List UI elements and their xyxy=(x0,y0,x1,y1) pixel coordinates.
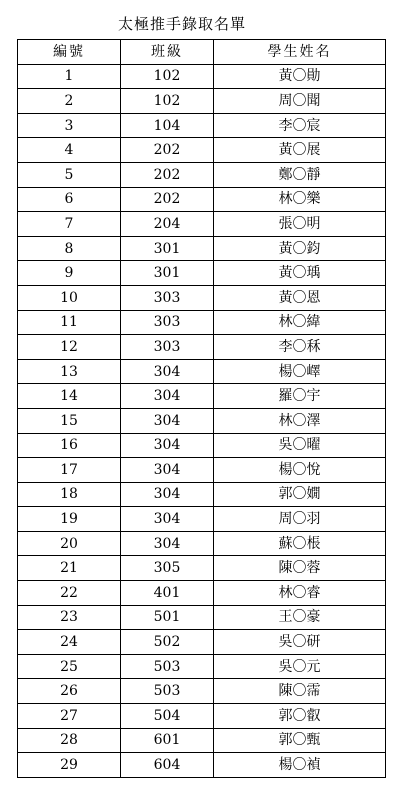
table-row xyxy=(18,433,386,458)
cell-class: 502 xyxy=(121,630,214,655)
cell-class: 301 xyxy=(121,261,214,286)
cell-number: 13 xyxy=(18,359,121,384)
cell-number: 11 xyxy=(18,310,121,335)
cell-class: 304 xyxy=(121,408,214,433)
cell-class: 503 xyxy=(121,654,214,679)
cell-student-name: 郭〇叡 xyxy=(214,704,386,729)
cell-class: 102 xyxy=(121,89,214,114)
cell-class: 305 xyxy=(121,556,214,581)
cell-class: 104 xyxy=(121,113,214,138)
cell-student-name: 陳〇霈 xyxy=(214,679,386,704)
cell-number: 20 xyxy=(18,531,121,556)
cell-number: 22 xyxy=(18,581,121,606)
cell-number: 9 xyxy=(18,261,121,286)
cell-number: 15 xyxy=(18,408,121,433)
cell-class: 102 xyxy=(121,64,214,89)
cell-student-name: 黃〇勛 xyxy=(214,64,386,89)
cell-class: 202 xyxy=(121,138,214,163)
cell-student-name: 蘇〇棖 xyxy=(214,531,386,556)
cell-student-name: 林〇樂 xyxy=(214,187,386,212)
cell-number: 5 xyxy=(18,162,121,187)
table-row xyxy=(18,605,386,630)
table-row xyxy=(18,704,386,729)
table-row xyxy=(18,310,386,335)
cell-student-name: 李〇宸 xyxy=(214,113,386,138)
cell-number: 28 xyxy=(18,728,121,753)
cell-class: 303 xyxy=(121,335,214,360)
table-row xyxy=(18,162,386,187)
cell-class: 204 xyxy=(121,212,214,237)
cell-student-name: 林〇睿 xyxy=(214,581,386,606)
cell-class: 202 xyxy=(121,162,214,187)
cell-number: 16 xyxy=(18,433,121,458)
table-row xyxy=(18,482,386,507)
cell-number: 10 xyxy=(18,285,121,310)
cell-student-name: 楊〇悅 xyxy=(214,458,386,483)
cell-class: 401 xyxy=(121,581,214,606)
table-row xyxy=(18,507,386,532)
cell-student-name: 鄭〇靜 xyxy=(214,162,386,187)
cell-student-name: 黃〇恩 xyxy=(214,285,386,310)
cell-class: 301 xyxy=(121,236,214,261)
cell-class: 304 xyxy=(121,359,214,384)
cell-student-name: 楊〇嶧 xyxy=(214,359,386,384)
table-row xyxy=(18,654,386,679)
cell-student-name: 黃〇展 xyxy=(214,138,386,163)
cell-number: 3 xyxy=(18,113,121,138)
cell-class: 304 xyxy=(121,507,214,532)
table-row xyxy=(18,187,386,212)
table-row xyxy=(18,89,386,114)
table-row xyxy=(18,113,386,138)
table-row xyxy=(18,581,386,606)
cell-class: 601 xyxy=(121,728,214,753)
cell-class: 503 xyxy=(121,679,214,704)
cell-class: 304 xyxy=(121,433,214,458)
table-row xyxy=(18,64,386,89)
cell-student-name: 郭〇嫺 xyxy=(214,482,386,507)
cell-number: 4 xyxy=(18,138,121,163)
table-row xyxy=(18,556,386,581)
cell-student-name: 林〇緯 xyxy=(214,310,386,335)
table-row xyxy=(18,630,386,655)
cell-number: 21 xyxy=(18,556,121,581)
cell-student-name: 李〇秝 xyxy=(214,335,386,360)
cell-student-name: 黃〇瑀 xyxy=(214,261,386,286)
cell-number: 24 xyxy=(18,630,121,655)
cell-number: 26 xyxy=(18,679,121,704)
table-row xyxy=(18,728,386,753)
cell-student-name: 周〇聞 xyxy=(214,89,386,114)
table-body xyxy=(18,64,386,777)
cell-student-name: 陳〇蓉 xyxy=(214,556,386,581)
document-title: 太極推手錄取名單 xyxy=(118,15,247,33)
table-row xyxy=(18,458,386,483)
column-header-number: 編號 xyxy=(18,40,121,65)
cell-class: 304 xyxy=(121,384,214,409)
cell-number: 1 xyxy=(18,64,121,89)
table-row xyxy=(18,335,386,360)
table-row xyxy=(18,384,386,409)
cell-number: 25 xyxy=(18,654,121,679)
cell-number: 2 xyxy=(18,89,121,114)
cell-number: 8 xyxy=(18,236,121,261)
cell-number: 27 xyxy=(18,704,121,729)
cell-number: 7 xyxy=(18,212,121,237)
cell-number: 23 xyxy=(18,605,121,630)
cell-student-name: 張〇明 xyxy=(214,212,386,237)
cell-number: 6 xyxy=(18,187,121,212)
cell-student-name: 黃〇鈞 xyxy=(214,236,386,261)
column-header-class: 班級 xyxy=(121,40,214,65)
cell-class: 304 xyxy=(121,458,214,483)
table-row xyxy=(18,212,386,237)
table-row xyxy=(18,236,386,261)
cell-student-name: 羅〇宇 xyxy=(214,384,386,409)
cell-student-name: 郭〇甄 xyxy=(214,728,386,753)
cell-number: 12 xyxy=(18,335,121,360)
cell-number: 14 xyxy=(18,384,121,409)
table-header-row xyxy=(18,40,386,65)
cell-student-name: 吳〇曜 xyxy=(214,433,386,458)
cell-class: 501 xyxy=(121,605,214,630)
cell-number: 19 xyxy=(18,507,121,532)
table-row xyxy=(18,261,386,286)
cell-class: 304 xyxy=(121,531,214,556)
cell-number: 17 xyxy=(18,458,121,483)
table-row xyxy=(18,679,386,704)
cell-class: 304 xyxy=(121,482,214,507)
admission-list-table xyxy=(17,39,386,778)
cell-student-name: 王〇豪 xyxy=(214,605,386,630)
cell-student-name: 吳〇元 xyxy=(214,654,386,679)
cell-student-name: 楊〇禎 xyxy=(214,753,386,778)
table-row xyxy=(18,285,386,310)
cell-class: 303 xyxy=(121,285,214,310)
table-row xyxy=(18,753,386,778)
table-row xyxy=(18,531,386,556)
cell-class: 604 xyxy=(121,753,214,778)
cell-class: 303 xyxy=(121,310,214,335)
cell-student-name: 林〇澤 xyxy=(214,408,386,433)
cell-number: 29 xyxy=(18,753,121,778)
cell-student-name: 周〇羽 xyxy=(214,507,386,532)
table-row xyxy=(18,408,386,433)
table-row xyxy=(18,138,386,163)
table-row xyxy=(18,359,386,384)
cell-class: 202 xyxy=(121,187,214,212)
cell-class: 504 xyxy=(121,704,214,729)
cell-number: 18 xyxy=(18,482,121,507)
cell-student-name: 吳〇研 xyxy=(214,630,386,655)
column-header-student-name: 學生姓名 xyxy=(214,40,386,65)
